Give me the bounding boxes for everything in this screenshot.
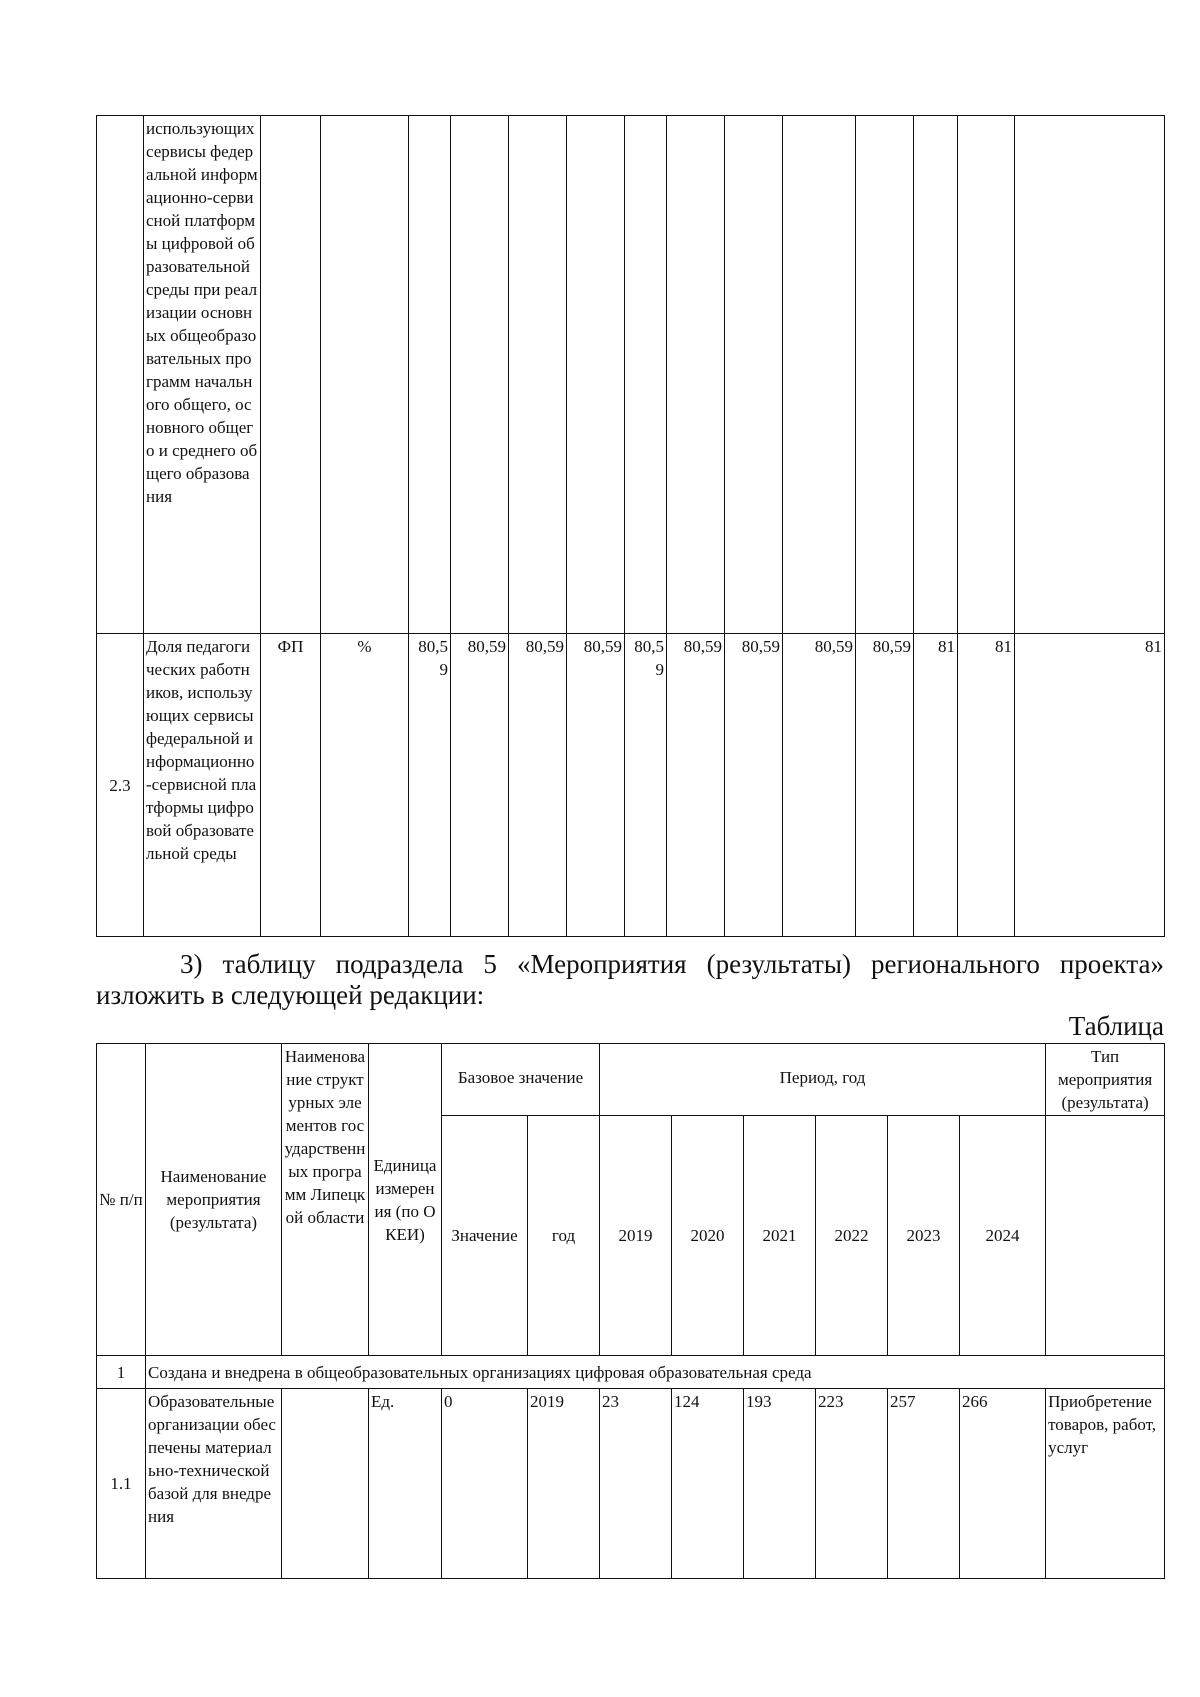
column-header-year: год: [528, 1116, 600, 1356]
column-header-kind: Тип мероприятия (результата): [1046, 1044, 1165, 1116]
year-value-cell: 23: [600, 1389, 672, 1579]
year-value-cell: 257: [888, 1389, 960, 1579]
year-value-cell: 193: [744, 1389, 816, 1579]
base-value-cell: 0: [442, 1389, 528, 1579]
header-row: [97, 1044, 1165, 1116]
column-header-2019: 2019: [600, 1116, 672, 1356]
measure-kind-cell: Приобретение товаров, работ, услуг: [1046, 1389, 1165, 1579]
table-row: [97, 634, 1165, 937]
row-number-cell: [97, 116, 144, 634]
instruction-paragraph: [96, 949, 1164, 1011]
column-header-unit: Единица измерения (по ОКЕИ): [369, 1044, 442, 1356]
measures-table: [96, 1043, 1165, 1579]
column-header-2020: 2020: [672, 1116, 744, 1356]
value-cell: 81: [958, 634, 1015, 937]
value-cell: 80,59: [567, 634, 625, 937]
column-header-struct: Наименование структурных элементов государственных программ Липецкой области: [282, 1044, 369, 1356]
table-caption: Таблица: [1068, 1011, 1164, 1041]
column-header-2024: 2024: [960, 1116, 1046, 1356]
value-cell: 80,59: [783, 634, 856, 937]
indicator-type-cell: ФП: [261, 634, 321, 937]
column-header-2021: 2021: [744, 1116, 816, 1356]
column-header-num: № п/п: [97, 1044, 146, 1356]
table-row: [97, 1389, 1165, 1579]
measure-name-cell: Образовательные организации обеспечены материально-технической базой для внедрения: [146, 1389, 282, 1579]
row-number-cell: 2.3: [97, 634, 144, 937]
column-header-base: Базовое значение: [442, 1044, 600, 1116]
value-cell: 80,59: [856, 634, 914, 937]
value-cell: 81: [1015, 634, 1165, 937]
indicators-table: [96, 115, 1165, 937]
struct-cell: [282, 1389, 369, 1579]
row-number-cell: 1.1: [97, 1389, 146, 1579]
column-header-value: Значение: [442, 1116, 528, 1356]
section-number: 1: [97, 1356, 146, 1389]
value-cell: 80,59: [509, 634, 567, 937]
value-cell: 80,59: [451, 634, 509, 937]
column-header-period: Период, год: [600, 1044, 1046, 1116]
base-year-cell: 2019: [528, 1389, 600, 1579]
unit-cell: %: [321, 634, 409, 937]
column-header-2023: 2023: [888, 1116, 960, 1356]
column-header-2022: 2022: [816, 1116, 888, 1356]
indicator-name-cell: Доля педагогических работников, использующих сервисы федеральной информационно-сервисной платформы цифровой образовательной среды: [144, 634, 261, 937]
paragraph-line-2: изложить в следующей редакции:: [96, 980, 485, 1010]
section-title: Создана и внедрена в общеобразовательных организациях цифровая образовательная среда: [146, 1356, 1165, 1389]
year-value-cell: 266: [960, 1389, 1046, 1579]
value-cell: 80,59: [625, 634, 667, 937]
value-cell: 80,59: [667, 634, 725, 937]
year-value-cell: 223: [816, 1389, 888, 1579]
indicator-name-cell: использующих сервисы федеральной информационно-сервисной платформы цифровой образовательной среды при реализации основных общеобразовательных программ начального общего, основного общего и среднего общего образования: [144, 116, 261, 634]
section-row: [97, 1356, 1165, 1389]
column-header-name: Наименование мероприятия (результата): [146, 1044, 282, 1356]
value-cell: 80,59: [409, 634, 451, 937]
table-row: [97, 116, 1165, 634]
value-cell: 80,59: [725, 634, 783, 937]
value-cell: 81: [914, 634, 958, 937]
paragraph-line-1: 3) таблицу подраздела 5 «Мероприятия (результаты) регионального проекта»: [180, 949, 1164, 979]
year-value-cell: 124: [672, 1389, 744, 1579]
unit-cell: Ед.: [369, 1389, 442, 1579]
